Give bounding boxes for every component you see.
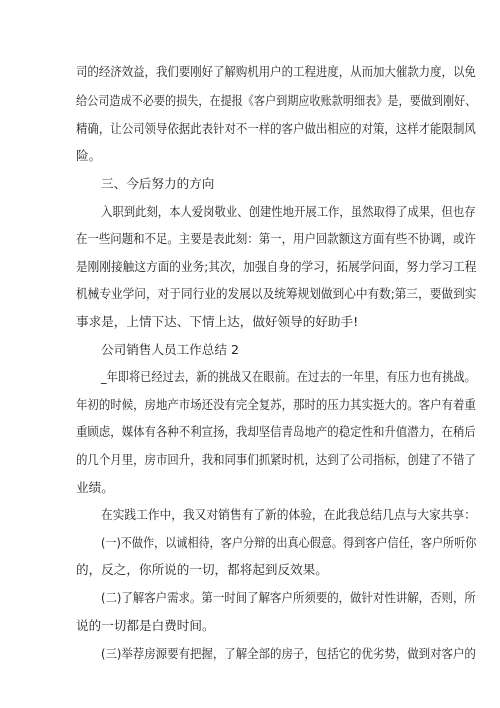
text-line: 在一些问题和不足。主要是表此刻：第一，用户回款额这方面有些不协调，或许	[76, 231, 476, 246]
text-line: (三)举荐房源要有把握，了解全部的房子，包括它的优劣势，做到对客户的	[101, 646, 476, 661]
text-line: 重顾虑，媒体有各种不利宣扬，我却坚信青岛地产的稳定性和升值潜力，在稍后	[76, 424, 476, 439]
text-line: 事求是，上情下达、下情上达，做好领导的好助手!	[76, 314, 359, 329]
text-line: 司的经济效益，我们要刚好了解购机用户的工程进度，从而加大催款力度，以免	[76, 64, 476, 79]
text-line: 精确，让公司领导依据此表针对不一样的客户做出相应的对策，这样才能限制风	[76, 121, 476, 136]
text-line: 在实践工作中，我又对销售有了新的体验，在此我总结几点与大家共享：	[101, 507, 476, 522]
text-line: _年即将已经过去，新的挑战又在眼前。在过去的一年里，有压力也有挑战。	[101, 369, 476, 384]
text-line: 年初的时候，房地产市场还没有完全复苏，那时的压力其实挺大的。客户有着重	[76, 397, 476, 412]
text-line: 给公司造成不必要的损失，在提报《客户到期应收账款明细表》是，要做到刚好、	[76, 93, 477, 108]
text-line: (二)了解客户需求。第一时间了解客户所须要的，做针对性讲解，否则，所	[101, 590, 476, 605]
document-title: 公司销售人员工作总结 2	[101, 342, 239, 357]
text-line: 说的一切都是白费时间。	[76, 618, 215, 633]
text-line: 是刚刚接触这方面的业务;其次，加强自身的学习，拓展学问面，努力学习工程	[76, 259, 477, 274]
text-line: (一)不做作，以诚相待，客户分辩的出真心假意。得到客户信任，客户所听你	[101, 535, 477, 550]
text-line: 机械专业学问，对于同行业的发展以及统筹规划做到心中有数;第三，要做到实	[76, 286, 477, 301]
text-line: 险。	[76, 148, 102, 163]
text-line: 的几个月里，房市回升，我和同事们抓紧时机，达到了公司指标，创建了不错了	[76, 452, 476, 467]
text-line: 的，反之，你所说的一切，都将起到反效果。	[76, 562, 328, 577]
text-line: 业绩。	[76, 480, 114, 495]
section-heading: 三、今后努力的方向	[101, 176, 215, 191]
text-line: 入职到此刻，本人爱岗敬业、创建性地开展工作，虽然取得了成果，但也存	[101, 204, 476, 219]
